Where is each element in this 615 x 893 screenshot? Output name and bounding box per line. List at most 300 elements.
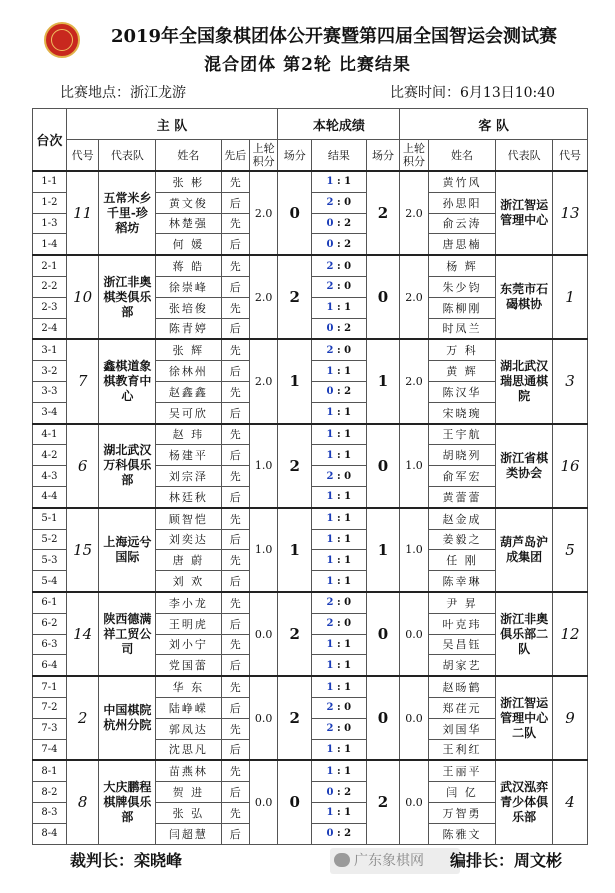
away-code: 5 [552, 508, 587, 592]
home-color: 先 [221, 676, 249, 697]
result-separator: : [333, 322, 345, 334]
home-board-points: 1 [326, 638, 334, 650]
home-player: 陈青婷 [156, 318, 221, 339]
board-number: 5-1 [33, 508, 67, 529]
home-team: 五常米乡千里-珍稻坊 [99, 171, 156, 255]
home-color: 先 [221, 339, 249, 360]
home-board-points: 1 [326, 554, 334, 566]
away-board-points: 1 [344, 681, 352, 693]
board-result [312, 739, 367, 760]
board-number: 1-1 [33, 171, 67, 192]
home-color: 后 [221, 486, 249, 507]
home-player: 张培俊 [156, 297, 221, 318]
time-value: 6月13日10:40 [460, 85, 556, 101]
home-team-score: 0 [278, 760, 312, 844]
table-row [33, 592, 588, 613]
header-round-result: 本轮成绩 [278, 109, 400, 140]
page-title: 2019年全国象棋团体公开赛暨第四届全国智运会测试赛 [110, 26, 558, 47]
away-prev-score: 0.0 [400, 592, 428, 676]
away-prev-score: 1.0 [400, 424, 428, 508]
away-board-points: 2 [344, 828, 352, 840]
board-number: 3-4 [33, 402, 67, 423]
home-team: 中国棋院杭州分院 [99, 676, 156, 760]
away-team: 东莞市石碣棋协 [496, 255, 553, 339]
away-player: 刘国华 [428, 718, 496, 739]
home-player: 吴可欣 [156, 402, 221, 423]
result-separator: : [333, 365, 345, 377]
result-separator: : [333, 743, 345, 755]
board-result [312, 508, 367, 529]
home-color: 先 [221, 297, 249, 318]
board-number: 6-1 [33, 592, 67, 613]
board-result [312, 802, 367, 823]
home-color: 后 [221, 739, 249, 760]
away-player: 王宇航 [428, 424, 496, 445]
away-board-points: 0 [344, 470, 352, 482]
home-prev-score: 2.0 [249, 255, 277, 339]
home-board-points: 2 [326, 260, 334, 272]
away-team: 湖北武汉瑞思通棋院 [496, 339, 553, 423]
board-result [312, 213, 367, 234]
home-board-points: 0 [326, 217, 334, 229]
away-player: 时凤兰 [428, 318, 496, 339]
away-prev-score: 2.0 [400, 339, 428, 423]
home-board-points: 1 [326, 513, 334, 525]
home-code: 6 [66, 424, 99, 508]
home-board-points: 2 [326, 597, 334, 609]
home-board-points: 2 [326, 344, 334, 356]
home-team-score: 0 [278, 171, 312, 255]
away-board-points: 0 [344, 344, 352, 356]
home-team-score: 2 [278, 676, 312, 760]
board-number: 4-1 [33, 424, 67, 445]
away-player: 唐思楠 [428, 234, 496, 255]
home-prev-score: 2.0 [249, 339, 277, 423]
result-separator: : [333, 554, 345, 566]
away-player: 郑荏元 [428, 697, 496, 718]
board-number: 7-2 [33, 697, 67, 718]
away-board-points: 0 [344, 281, 352, 293]
header-away-team-name: 代表队 [496, 140, 553, 172]
away-board-points: 1 [344, 176, 352, 188]
home-player: 张 辉 [156, 339, 221, 360]
away-code: 4 [552, 760, 587, 844]
table-row [33, 676, 588, 697]
home-team-score: 2 [278, 592, 312, 676]
home-board-points: 1 [326, 765, 334, 777]
away-team-score: 0 [366, 255, 400, 339]
result-separator: : [333, 597, 345, 609]
away-prev-score: 0.0 [400, 676, 428, 760]
home-team: 上海远兮国际 [99, 508, 156, 592]
header-away-name: 姓名 [428, 140, 496, 172]
home-color: 后 [221, 529, 249, 550]
home-team-score: 1 [278, 339, 312, 423]
board-number: 5-2 [33, 529, 67, 550]
away-player: 万智勇 [428, 802, 496, 823]
board-result [312, 550, 367, 571]
chat-icon [334, 853, 350, 867]
away-prev-score: 0.0 [400, 760, 428, 844]
home-player: 赵 玮 [156, 424, 221, 445]
away-team: 武汉泓弈青少体俱乐部 [496, 760, 553, 844]
board-result [312, 234, 367, 255]
home-player: 党国蕾 [156, 655, 221, 676]
board-result [312, 718, 367, 739]
home-color: 后 [221, 402, 249, 423]
result-separator: : [333, 238, 345, 250]
away-team: 葫芦岛沪成集团 [496, 508, 553, 592]
watermark [330, 848, 460, 874]
away-board-points: 2 [344, 786, 352, 798]
board-result [312, 676, 367, 697]
home-board-points: 1 [326, 449, 334, 461]
home-team: 陕西德满祥工贸公司 [99, 592, 156, 676]
home-color: 先 [221, 550, 249, 571]
away-player: 黄竹风 [428, 171, 496, 192]
home-player: 李小龙 [156, 592, 221, 613]
home-color: 先 [221, 634, 249, 655]
board-result [312, 466, 367, 487]
home-color: 先 [221, 760, 249, 781]
away-board-points: 1 [344, 554, 352, 566]
table-row [33, 255, 588, 276]
home-team-score: 1 [278, 508, 312, 592]
result-separator: : [333, 681, 345, 693]
away-board-points: 0 [344, 197, 352, 209]
away-player: 宋晓琬 [428, 402, 496, 423]
header-home-name: 姓名 [156, 140, 221, 172]
away-board-points: 1 [344, 659, 352, 671]
home-prev-score: 1.0 [249, 508, 277, 592]
home-board-points: 0 [326, 786, 334, 798]
away-player: 胡晓列 [428, 445, 496, 466]
away-board-points: 2 [344, 386, 352, 398]
away-board-points: 1 [344, 302, 352, 314]
board-result [312, 255, 367, 276]
board-result [312, 486, 367, 507]
table-row [33, 760, 588, 781]
away-player: 尹 昇 [428, 592, 496, 613]
venue-value: 浙江龙游 [130, 85, 186, 101]
board-result [312, 634, 367, 655]
home-board-points: 2 [326, 281, 334, 293]
page-subtitle: 混合团体 第2轮 比赛结果 [204, 55, 411, 75]
board-number: 4-4 [33, 486, 67, 507]
away-board-points: 1 [344, 533, 352, 545]
home-color: 先 [221, 255, 249, 276]
home-player: 蒋 皓 [156, 255, 221, 276]
result-separator: : [333, 470, 345, 482]
home-code: 10 [66, 255, 99, 339]
header-order: 先后 [221, 140, 249, 172]
home-code: 15 [66, 508, 99, 592]
home-board-points: 1 [326, 176, 334, 188]
results-table [32, 108, 588, 845]
board-result [312, 697, 367, 718]
away-team-score: 1 [366, 339, 400, 423]
home-player: 林楚强 [156, 213, 221, 234]
away-board-points: 0 [344, 618, 352, 630]
away-prev-score: 1.0 [400, 508, 428, 592]
board-number: 6-2 [33, 613, 67, 634]
away-player: 闫 亿 [428, 782, 496, 803]
header-home-code: 代号 [66, 140, 99, 172]
board-result [312, 655, 367, 676]
home-code: 7 [66, 339, 99, 423]
watermark-text: 广东象棋网 [354, 853, 424, 869]
home-color: 后 [221, 655, 249, 676]
referee-name: 栾晓峰 [134, 851, 183, 870]
home-player: 林廷秋 [156, 486, 221, 507]
home-board-points: 1 [326, 743, 334, 755]
board-number: 2-4 [33, 318, 67, 339]
away-player: 杨 辉 [428, 255, 496, 276]
away-board-points: 1 [344, 365, 352, 377]
away-player: 陈雅文 [428, 823, 496, 844]
home-color: 先 [221, 802, 249, 823]
home-color: 后 [221, 697, 249, 718]
away-board-points: 0 [344, 597, 352, 609]
away-player: 万 科 [428, 339, 496, 360]
away-player: 胡家艺 [428, 655, 496, 676]
result-separator: : [333, 575, 345, 587]
result-separator: : [333, 197, 345, 209]
result-separator: : [333, 702, 345, 714]
venue-line [60, 82, 186, 102]
away-board-points: 1 [344, 513, 352, 525]
board-result [312, 381, 367, 402]
result-separator: : [333, 302, 345, 314]
home-color: 后 [221, 445, 249, 466]
home-player: 张 弘 [156, 802, 221, 823]
away-player: 陈幸琳 [428, 571, 496, 592]
board-result [312, 276, 367, 297]
home-color: 先 [221, 381, 249, 402]
board-result [312, 171, 367, 192]
board-number: 3-2 [33, 361, 67, 382]
home-player: 徐林州 [156, 361, 221, 382]
header-home-score: 场分 [278, 140, 312, 172]
board-number: 8-1 [33, 760, 67, 781]
home-board-points: 2 [326, 723, 334, 735]
home-player: 陆峥嵘 [156, 697, 221, 718]
board-number: 4-2 [33, 445, 67, 466]
away-code: 12 [552, 592, 587, 676]
result-separator: : [333, 533, 345, 545]
home-board-points: 0 [326, 386, 334, 398]
home-board-points: 1 [326, 681, 334, 693]
recorder-line [450, 848, 562, 871]
board-result [312, 445, 367, 466]
board-result [312, 529, 367, 550]
home-player: 黄文俊 [156, 192, 221, 213]
result-separator: : [333, 638, 345, 650]
away-code: 9 [552, 676, 587, 760]
away-team-score: 0 [366, 424, 400, 508]
board-result [312, 592, 367, 613]
home-prev-score: 0.0 [249, 760, 277, 844]
result-separator: : [333, 428, 345, 440]
table-row [33, 508, 588, 529]
home-player: 杨建平 [156, 445, 221, 466]
away-player: 黄蕾蕾 [428, 486, 496, 507]
home-code: 11 [66, 171, 99, 255]
board-number: 7-4 [33, 739, 67, 760]
home-color: 先 [221, 171, 249, 192]
result-separator: : [333, 217, 345, 229]
home-player: 刘小宁 [156, 634, 221, 655]
away-player: 孙思阳 [428, 192, 496, 213]
away-board-points: 1 [344, 575, 352, 587]
board-number: 3-3 [33, 381, 67, 402]
header-away-team: 客 队 [400, 109, 588, 140]
away-player: 黄 辉 [428, 361, 496, 382]
board-number: 7-1 [33, 676, 67, 697]
board-number: 1-3 [33, 213, 67, 234]
header-away-score: 场分 [366, 140, 400, 172]
board-result [312, 613, 367, 634]
table-row [33, 424, 588, 445]
away-team: 浙江智运管理中心 [496, 171, 553, 255]
board-number: 8-2 [33, 782, 67, 803]
result-separator: : [333, 786, 345, 798]
away-player: 俞云涛 [428, 213, 496, 234]
away-player: 吴昌钰 [428, 634, 496, 655]
home-team-score: 2 [278, 255, 312, 339]
board-result [312, 571, 367, 592]
away-team-score: 0 [366, 592, 400, 676]
board-number: 8-3 [33, 802, 67, 823]
away-code: 16 [552, 424, 587, 508]
home-color: 先 [221, 213, 249, 234]
board-number: 1-4 [33, 234, 67, 255]
result-separator: : [333, 281, 345, 293]
result-separator: : [333, 618, 345, 630]
away-code: 1 [552, 255, 587, 339]
home-color: 后 [221, 571, 249, 592]
away-code: 13 [552, 171, 587, 255]
away-board-points: 0 [344, 260, 352, 272]
away-board-points: 1 [344, 765, 352, 777]
home-player: 闫超慧 [156, 823, 221, 844]
home-board-points: 1 [326, 365, 334, 377]
home-team: 湖北武汉万科俱乐部 [99, 424, 156, 508]
home-color: 后 [221, 823, 249, 844]
header-away-prev: 上轮积分 [400, 140, 428, 172]
home-team: 大庆鹏程棋牌俱乐部 [99, 760, 156, 844]
home-prev-score: 2.0 [249, 171, 277, 255]
home-color: 后 [221, 613, 249, 634]
home-color: 先 [221, 424, 249, 445]
header-home-team: 主 队 [66, 109, 278, 140]
home-board-points: 1 [326, 807, 334, 819]
away-board-points: 2 [344, 217, 352, 229]
home-prev-score: 0.0 [249, 592, 277, 676]
home-board-points: 2 [326, 702, 334, 714]
board-result [312, 760, 367, 781]
home-player: 赵鑫鑫 [156, 381, 221, 402]
board-number: 6-4 [33, 655, 67, 676]
result-separator: : [333, 828, 345, 840]
away-board-points: 2 [344, 238, 352, 250]
board-number: 5-4 [33, 571, 67, 592]
venue-label: 比赛地点： [60, 85, 130, 101]
home-board-points: 1 [326, 428, 334, 440]
home-player: 顾智恺 [156, 508, 221, 529]
board-result [312, 192, 367, 213]
home-board-points: 1 [326, 491, 334, 503]
header-table-no: 台次 [33, 109, 67, 172]
time-line [390, 82, 555, 102]
away-board-points: 0 [344, 702, 352, 714]
home-player: 刘宗泽 [156, 466, 221, 487]
board-result [312, 782, 367, 803]
home-player: 徐崇峰 [156, 276, 221, 297]
home-board-points: 2 [326, 618, 334, 630]
away-prev-score: 2.0 [400, 171, 428, 255]
board-result [312, 823, 367, 844]
board-number: 7-3 [33, 718, 67, 739]
home-board-points: 2 [326, 197, 334, 209]
recorder-name: 周文彬 [514, 851, 563, 870]
home-team: 鑫棋道象棋教育中心 [99, 339, 156, 423]
away-code: 3 [552, 339, 587, 423]
home-player: 郭凤达 [156, 718, 221, 739]
result-separator: : [333, 407, 345, 419]
home-board-points: 0 [326, 322, 334, 334]
header-away-code: 代号 [552, 140, 587, 172]
header-home-team-name: 代表队 [99, 140, 156, 172]
result-separator: : [333, 765, 345, 777]
home-player: 刘奕达 [156, 529, 221, 550]
board-number: 1-2 [33, 192, 67, 213]
table-row [33, 339, 588, 360]
home-player: 王明虎 [156, 613, 221, 634]
board-number: 5-3 [33, 550, 67, 571]
home-player: 唐 蔚 [156, 550, 221, 571]
away-board-points: 1 [344, 807, 352, 819]
home-color: 先 [221, 508, 249, 529]
referee-label: 裁判长： [70, 851, 135, 870]
away-player: 陈柳刚 [428, 297, 496, 318]
board-result [312, 424, 367, 445]
result-separator: : [333, 723, 345, 735]
home-color: 先 [221, 592, 249, 613]
away-team: 浙江省棋类协会 [496, 424, 553, 508]
header-result: 结果 [312, 140, 367, 172]
away-player: 叶克玮 [428, 613, 496, 634]
home-code: 2 [66, 676, 99, 760]
away-player: 任 刚 [428, 550, 496, 571]
table-row [33, 171, 588, 192]
home-player: 沈思凡 [156, 739, 221, 760]
board-number: 8-4 [33, 823, 67, 844]
home-code: 14 [66, 592, 99, 676]
logo-emblem [51, 29, 73, 51]
result-separator: : [333, 659, 345, 671]
recorder-label: 编排长： [450, 851, 515, 870]
home-color: 后 [221, 234, 249, 255]
board-result [312, 361, 367, 382]
home-color: 先 [221, 466, 249, 487]
away-player: 陈汉华 [428, 381, 496, 402]
board-result [312, 318, 367, 339]
board-result [312, 339, 367, 360]
board-number: 2-1 [33, 255, 67, 276]
board-result [312, 297, 367, 318]
away-player: 姜毅之 [428, 529, 496, 550]
